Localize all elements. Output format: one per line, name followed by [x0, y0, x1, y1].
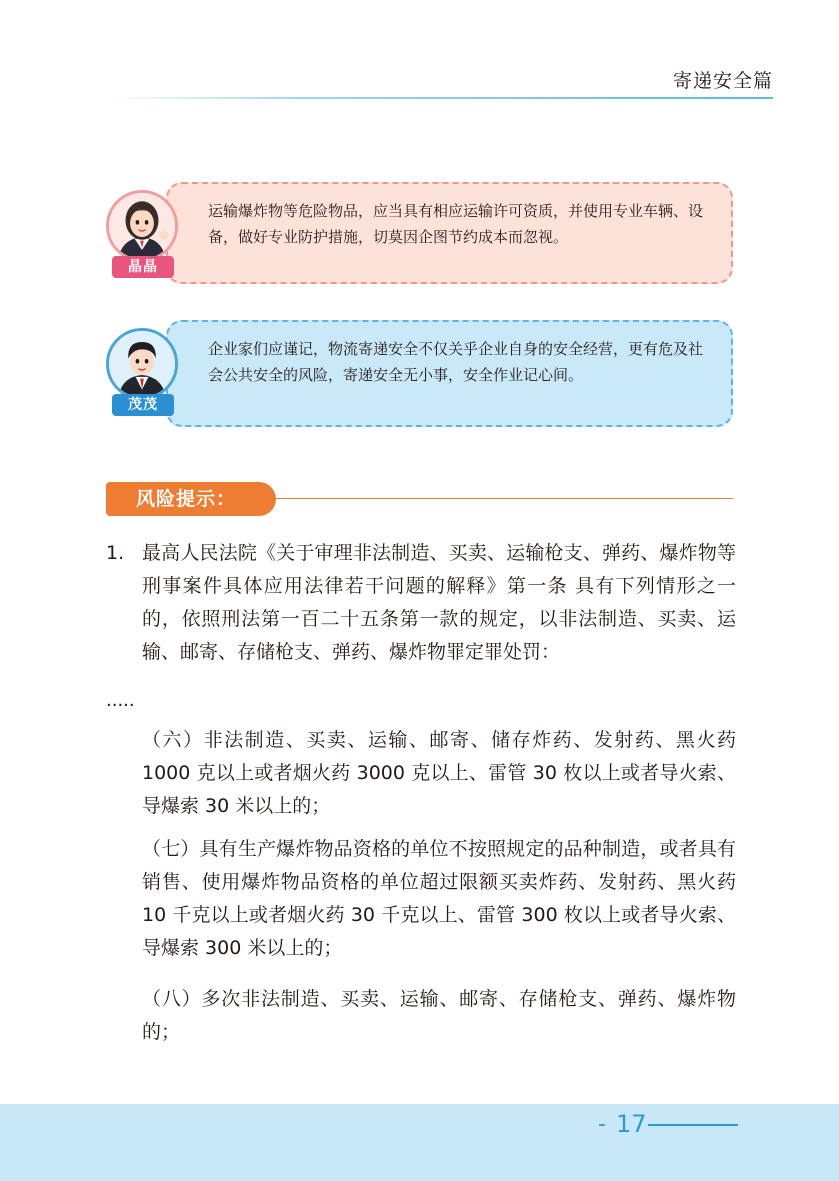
page-number-rule	[648, 1124, 738, 1126]
ellipsis: .....	[106, 690, 135, 711]
clause-6: （六）非法制造、买卖、运输、邮寄、储存炸药、发射药、黑火药 1000 克以上或者烟火药 3000 克以上、雷管 30 枚以上或者导火索、导爆索 30 米以上的；	[142, 729, 736, 817]
page-number-dash: -	[598, 1112, 606, 1137]
speaker-name-tag: 晶晶	[112, 256, 174, 278]
list-item-number: 1.	[106, 542, 125, 564]
header-divider	[106, 97, 773, 99]
footer-band	[0, 1104, 839, 1181]
speech-bubble-text: 运输爆炸物等危险物品，应当具有相应运输许可资质，并使用专业车辆、设备，做好专业防护措施，切莫因企图节约成本而忽视。	[166, 182, 733, 284]
list-item-text: 最高人民法院《关于审理非法制造、买卖、运输枪支、弹药、爆炸物等刑事案件具体应用法律若干问题的解释》第一条 具有下列情形之一的，依照刑法第一百二十五条第一款的规定，以非法制造、买卖、运输、邮寄、存储枪支、弹药、爆炸物罪定罪处罚：	[142, 542, 736, 663]
clause-7: （七）具有生产爆炸物品资格的单位不按照规定的品种制造，或者具有销售、使用爆炸物品资格的单位超过限额买卖炸药、发射药、黑火药 10 千克以上或者烟火药 30 千克以上、雷管 300 枚以上或者导火索、导爆索 300 米以上的；	[142, 838, 736, 959]
speech-block-maomao	[106, 320, 733, 427]
page-number: 17	[616, 1110, 647, 1138]
girl-avatar-icon	[106, 190, 178, 262]
boy-avatar-icon	[106, 328, 178, 400]
section-heading-risk: 风险提示：	[106, 482, 276, 516]
section-divider	[276, 498, 733, 499]
running-header-title: 寄递安全篇	[672, 70, 773, 92]
speech-bubble-text: 企业家们应谨记，物流寄递安全不仅关乎企业自身的安全经营，更有危及社会公共安全的风险，寄递安全无小事，安全作业记心间。	[166, 320, 733, 427]
list-item	[106, 537, 736, 669]
clause-8: （八）多次非法制造、买卖、运输、邮寄、存储枪支、弹药、爆炸物的；	[142, 988, 736, 1043]
speech-block-jingjing	[106, 182, 733, 284]
speaker-name-tag: 茂茂	[112, 394, 174, 416]
